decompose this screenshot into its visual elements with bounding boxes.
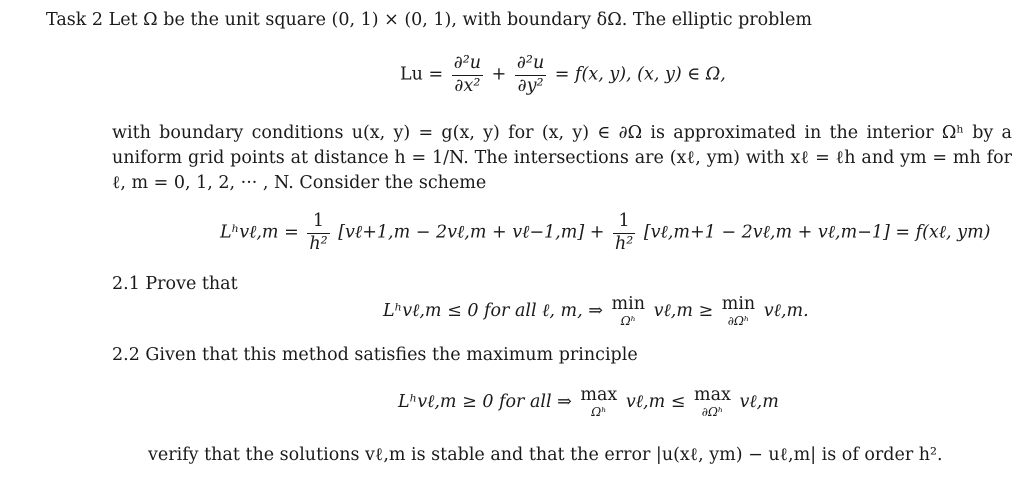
part-2-1-label: 2.1 Prove that	[112, 274, 238, 294]
pde-fraction-x	[452, 55, 483, 95]
paragraph-line-2: uniform grid points at distance h = 1/N. The intersections are (xℓ, ym) with xℓ = ℓh and ym = mh for	[112, 148, 1012, 168]
pde-d2x-numerator: ∂²u	[452, 55, 483, 76]
part-2-2-label: 2.2 Given that this method satisfies the maximum principle	[112, 345, 638, 365]
scheme-frac1-numerator: 1	[307, 213, 329, 234]
paragraph-line-3: ℓ, m = 0, 1, 2, ··· , N. Consider the scheme	[112, 173, 487, 193]
task-intro: Let Ω be the unit square (0, 1) × (0, 1), with boundary δΩ. The elliptic problem	[108, 10, 812, 30]
scheme-frac1-denominator: h²	[309, 233, 328, 254]
scheme-fraction-1	[307, 213, 329, 253]
scheme-bracket-2: [vℓ,m+1 − 2vℓ,m + vℓ,m−1] = f(xℓ, ym)	[643, 222, 991, 243]
part2-lhs: Lʰvℓ,m ≥ 0 for all ⇒	[398, 391, 572, 412]
part1-min1-word: min	[611, 294, 645, 314]
part1-min-interior	[612, 296, 645, 327]
scheme-fraction-2	[613, 213, 635, 253]
pde-fraction-y	[515, 55, 546, 95]
scheme-bracket-1: [vℓ+1,m − 2vℓ,m + vℓ−1,m] +	[338, 222, 605, 243]
part2-mid: vℓ,m ≤	[625, 391, 686, 412]
verify-line: verify that the solutions vℓ,m is stable and that the error |u(xℓ, ym) − uℓ,m| is of order h².	[148, 445, 943, 465]
part-2-1-statement	[383, 296, 809, 327]
pde-equation	[400, 55, 726, 95]
part2-max2-subscript: ∂Ωʰ	[701, 404, 724, 419]
part2-max1-word: max	[580, 385, 618, 405]
scheme-frac2-numerator: 1	[613, 213, 635, 234]
part1-min2-subscript: ∂Ωʰ	[727, 313, 750, 328]
part2-max-boundary	[694, 387, 731, 418]
part2-max-interior	[580, 387, 617, 418]
part1-min2-word: min	[721, 294, 756, 314]
part1-rhs: vℓ,m.	[763, 300, 809, 321]
pde-lhs: Lu =	[400, 64, 444, 85]
part1-mid: vℓ,m ≥	[653, 300, 714, 321]
part-2-2-statement	[398, 387, 779, 418]
part1-min-boundary	[722, 296, 755, 327]
pde-d2y-denominator: ∂y²	[517, 75, 544, 96]
part2-max2-word: max	[694, 385, 731, 405]
scheme-frac2-denominator: h²	[614, 233, 634, 254]
pde-d2y-numerator: ∂²u	[515, 55, 546, 76]
part2-rhs: vℓ,m	[739, 391, 779, 412]
pde-rhs: = f(x, y), (x, y) ∈ Ω,	[554, 64, 726, 85]
part2-max1-subscript: Ωʰ	[591, 404, 607, 419]
part1-lhs: Lʰvℓ,m ≤ 0 for all ℓ, m, ⇒	[383, 300, 603, 321]
task-intro-line	[46, 12, 812, 30]
pde-plus: +	[491, 64, 507, 85]
scheme-lhs: Lʰvℓ,m =	[220, 222, 299, 243]
scheme-equation	[220, 213, 991, 253]
pde-d2x-denominator: ∂x²	[454, 75, 481, 96]
part1-min1-subscript: Ωʰ	[620, 313, 636, 328]
task-label: Task 2	[46, 10, 104, 30]
paragraph-line-1: with boundary conditions u(x, y) = g(x, y) for (x, y) ∈ ∂Ω is approximated in the interior Ωʰ by a	[112, 123, 1012, 143]
